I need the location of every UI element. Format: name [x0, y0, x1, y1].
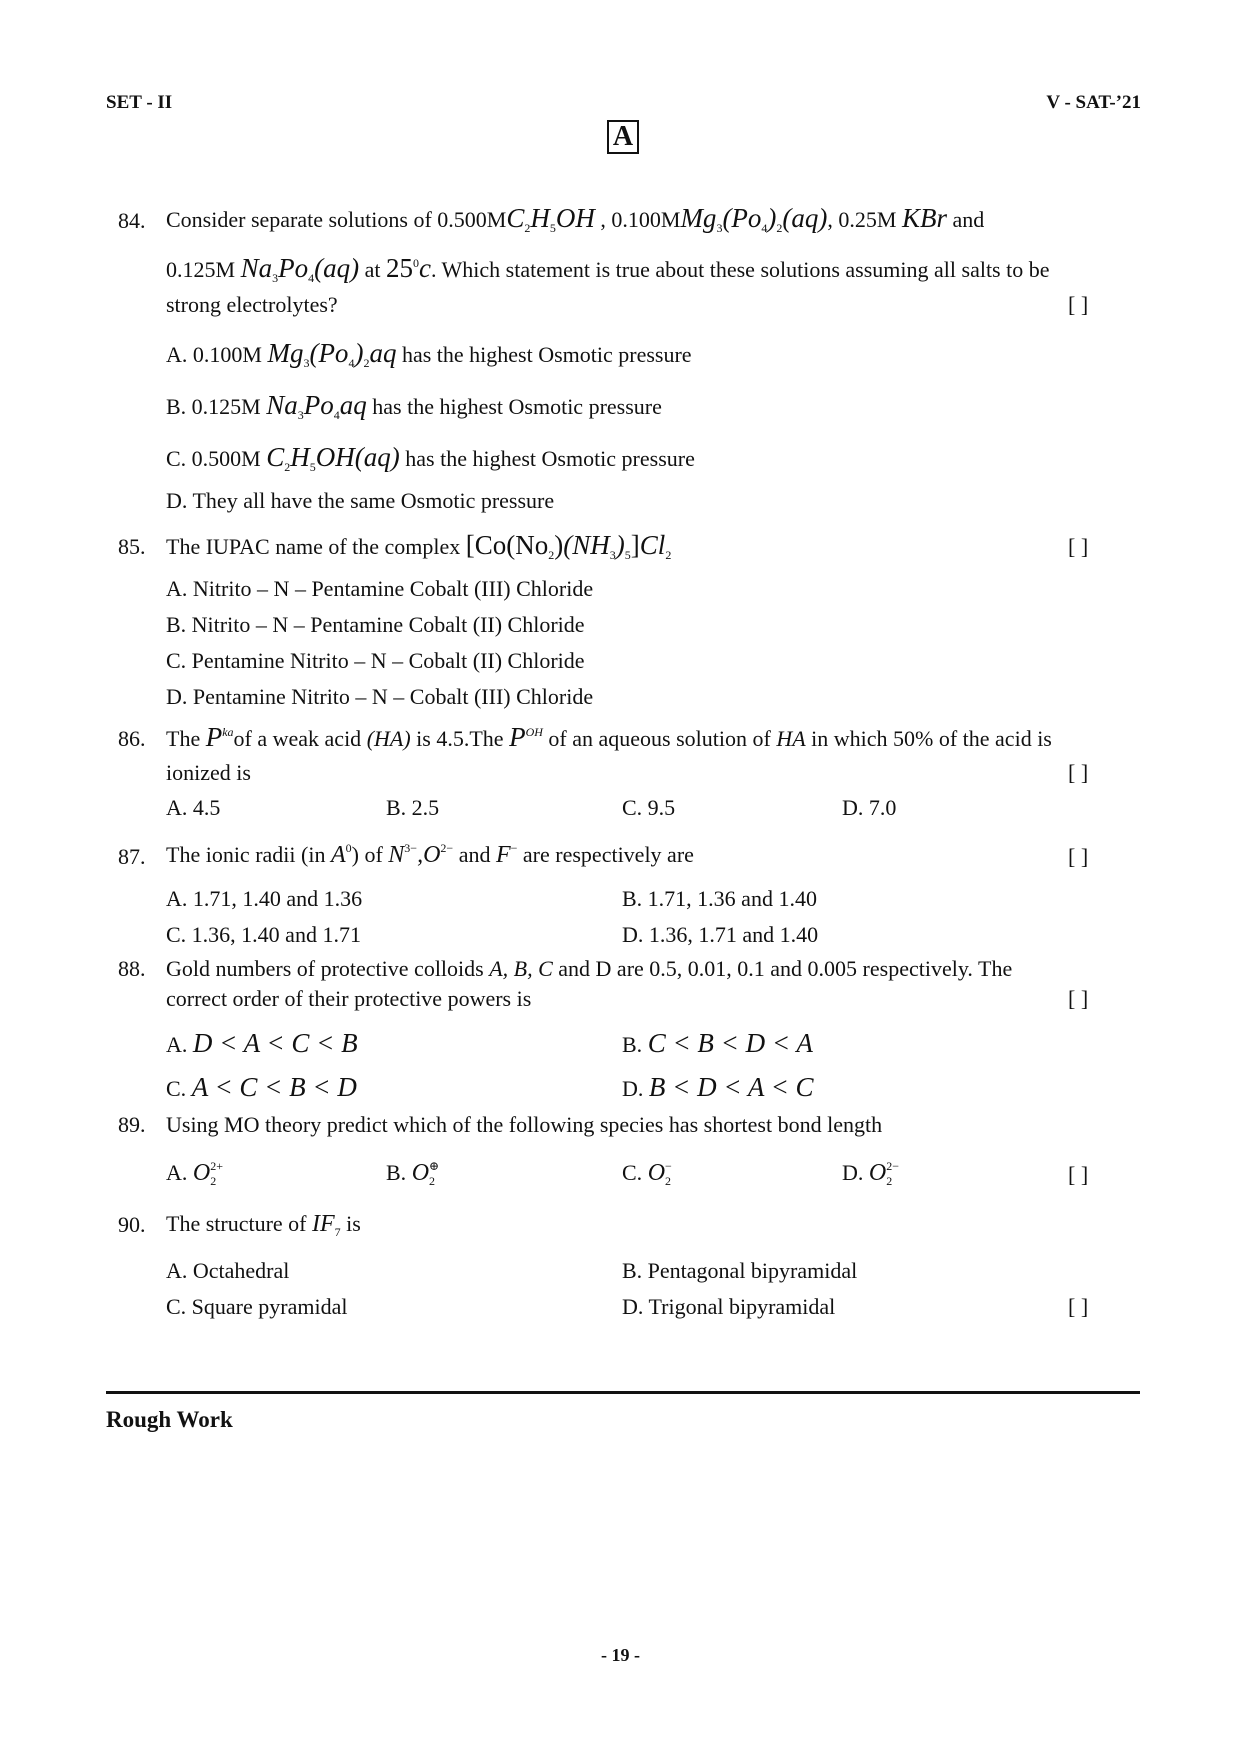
q88-option-a: A. D < A < C < B — [166, 1028, 358, 1058]
q88-line-2: correct order of their protective powers is — [166, 986, 532, 1011]
q90-stem: The structure of $IF_7$ is — [166, 1211, 361, 1239]
q87-option-c: C. 1.36, 1.40 and 1.71 — [166, 922, 361, 947]
question-number-87: 87. — [118, 844, 146, 869]
answer-bracket-89[interactable]: [ ] — [1068, 1162, 1089, 1187]
q89-option-b: B. $O_2^\oplus$ — [386, 1159, 440, 1188]
q84-option-a: A. 0.100M $Mg_3(Po_4)_2aq$ has the highest Osmotic pressure — [166, 338, 692, 370]
q85-stem: The IUPAC name of the complex $[Co(No_2)(NH_3)_5]Cl_2$ — [166, 530, 672, 562]
question-number-88: 88. — [118, 956, 146, 981]
q88-line-1: Gold numbers of protective colloids A, B, C and D are 0.5, 0.01, 0.1 and 0.005 respectively. The — [166, 956, 1013, 981]
q90-option-b: B. Pentagonal bipyramidal — [622, 1258, 858, 1283]
q89-option-a: A. $O_2^{2+}$ — [166, 1159, 224, 1188]
q86-option-a: A. 4.5 — [166, 795, 221, 820]
answer-bracket-84[interactable]: [ ] — [1068, 292, 1089, 317]
q87-option-b: B. 1.71, 1.36 and 1.40 — [622, 886, 817, 911]
q85-option-a: A. Nitrito – N – Pentamine Cobalt (III) Chloride — [166, 576, 594, 601]
question-number-89: 89. — [118, 1112, 146, 1137]
q90-option-a: A. Octahedral — [166, 1258, 290, 1283]
q86-option-c: C. 9.5 — [622, 795, 676, 820]
answer-bracket-85[interactable]: [ ] — [1068, 534, 1089, 559]
answer-bracket-88[interactable]: [ ] — [1068, 986, 1089, 1011]
q89-option-c: C. $O_2^-$ — [622, 1159, 672, 1188]
q88-option-c: C. A < C < B < D — [166, 1072, 357, 1102]
q86-option-b: B. 2.5 — [386, 795, 440, 820]
question-number-86: 86. — [118, 726, 146, 751]
question-number-85: 85. — [118, 534, 146, 559]
q84-option-b: B. 0.125M $Na_3Po_4aq$ has the highest Osmotic pressure — [166, 390, 662, 422]
exam-label: V - SAT-’21 — [1046, 92, 1141, 113]
q84-line-3: strong electrolytes? — [166, 292, 338, 317]
q87-stem: The ionic radii (in $A^0$) of $N^{3-},O^{2-}$ and F− are respectively are — [166, 841, 694, 868]
q89-option-d: D. $O_2^{2-}$ — [842, 1159, 900, 1188]
q90-option-c: C. Square pyramidal — [166, 1294, 348, 1319]
q85-option-c: C. Pentamine Nitrito – N – Cobalt (II) Chloride — [166, 648, 585, 673]
q88-option-d: D. B < D < A < C — [622, 1072, 814, 1102]
answer-bracket-86[interactable]: [ ] — [1068, 760, 1089, 785]
q88-option-b: B. C < B < D < A — [622, 1028, 813, 1058]
question-number-84: 84. — [118, 208, 146, 233]
q89-stem: Using MO theory predict which of the following species has shortest bond length — [166, 1112, 883, 1137]
rough-work-divider — [106, 1391, 1140, 1394]
q85-option-b: B. Nitrito – N – Pentamine Cobalt (II) Chloride — [166, 612, 585, 637]
q87-option-a: A. 1.71, 1.40 and 1.36 — [166, 886, 363, 911]
page-number: - 19 - — [601, 1645, 640, 1665]
q84-line-2: 0.125M $Na_3Po_4(aq)$ at $25^0c$. Which statement is true about these solutions assuming all salts to be — [166, 253, 1050, 285]
answer-bracket-87[interactable]: [ ] — [1068, 844, 1089, 869]
set-label: SET - II — [106, 92, 173, 113]
q84-line-1: Consider separate solutions of $0.500MC_2H_5OH$ , $0.100MMg_3(Po_4)_2(aq)$, 0.25M KBr and — [166, 203, 985, 235]
q86-line-2: ionized is — [166, 760, 251, 785]
q85-option-d: D. Pentamine Nitrito – N – Cobalt (III) Chloride — [166, 684, 594, 709]
q87-option-d: D. 1.36, 1.71 and 1.40 — [622, 922, 819, 947]
answer-bracket-90[interactable]: [ ] — [1068, 1294, 1089, 1319]
question-number-90: 90. — [118, 1212, 146, 1237]
q86-option-d: D. 7.0 — [842, 795, 897, 820]
rough-work-label: Rough Work — [106, 1407, 233, 1432]
booklet-code-box: A — [607, 120, 639, 154]
q86-line-1: The $P^{ka}of$ a weak acid (HA) is 4.5.The $P^{OH}$ of an aqueous solution of HA in which 50% of the acid is — [166, 722, 1052, 752]
q90-option-d: D. Trigonal bipyramidal — [622, 1294, 836, 1319]
q84-option-d: D. They all have the same Osmotic pressure — [166, 488, 555, 513]
q84-option-c: C. 0.500M $C_2H_5OH(aq)$ has the highest Osmotic pressure — [166, 442, 695, 474]
